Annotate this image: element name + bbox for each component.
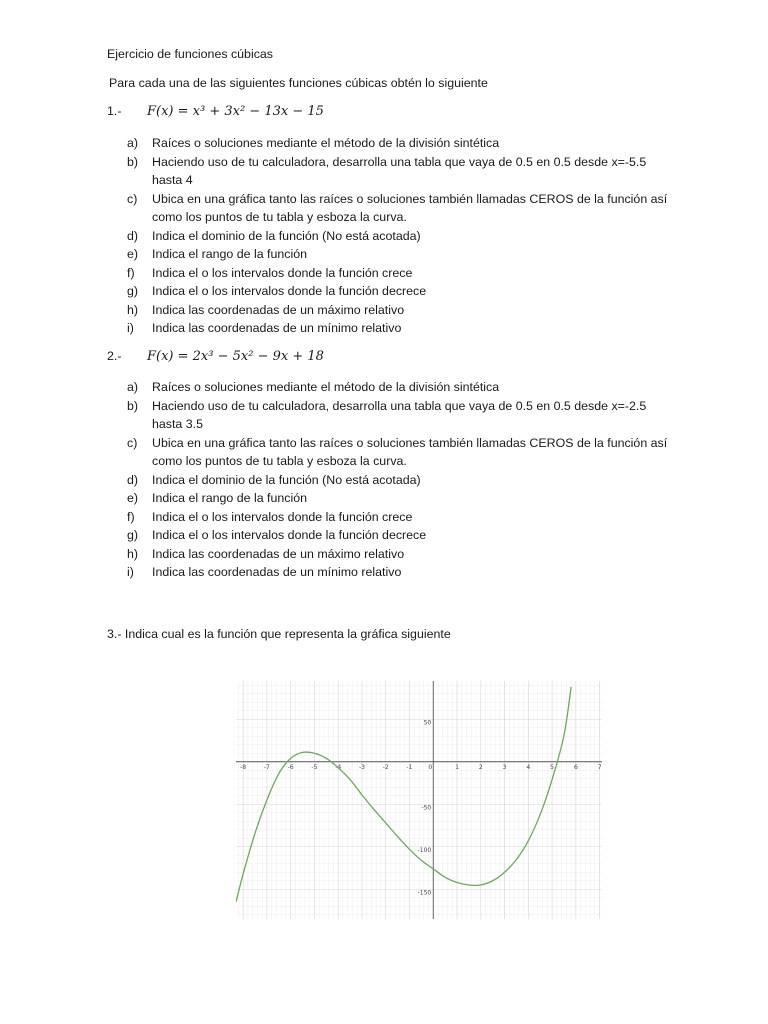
item-label: g)	[127, 284, 139, 298]
problem-2-items	[127, 378, 672, 582]
x-tick-label: -1	[406, 763, 413, 771]
item-label: i)	[127, 321, 134, 335]
item-label: d)	[127, 228, 139, 243]
x-tick-label: 3	[502, 763, 507, 771]
intro-text: Para cada una de las siguientes funciones cúbicas obtén lo siguiente	[109, 76, 488, 90]
list-item	[127, 153, 672, 190]
item-text: Indica las coordenadas de un máximo relativo	[152, 546, 405, 561]
item-text: Raíces o soluciones mediante el método de la división sintética	[152, 380, 500, 394]
list-item	[127, 397, 672, 434]
item-text: Indica el dominio de la función (No está acotada)	[152, 472, 421, 487]
y-tick-label: 50	[423, 719, 432, 727]
item-text: Indica el o los intervalos donde la función crece	[152, 509, 413, 524]
item-label: b)	[127, 154, 139, 169]
x-tick-label: -6	[287, 763, 294, 771]
x-tick-label: 5	[550, 763, 555, 771]
problem-1-formula: F(x) = x³ + 3x² − 13x − 15	[147, 104, 324, 119]
item-text: Raíces o soluciones mediante el método de la división sintética	[152, 136, 500, 150]
item-label: e)	[127, 247, 139, 261]
list-item	[127, 508, 672, 527]
item-label: f)	[127, 265, 135, 280]
list-item	[127, 434, 672, 471]
list-item	[127, 264, 672, 283]
item-label: c)	[127, 435, 138, 450]
item-text: Ubica en una gráfica tanto las raíces o soluciones también llamadas CEROS de la función así como los puntos de tu tabla y esboza la curva.	[152, 435, 668, 468]
x-tick-label: 6	[573, 763, 578, 771]
list-item	[127, 301, 672, 320]
list-item	[127, 526, 672, 545]
item-label: h)	[127, 546, 139, 561]
list-item	[127, 489, 672, 508]
x-tick-label: -2	[382, 763, 389, 771]
x-tick-label: 1	[455, 763, 459, 771]
list-item	[127, 190, 672, 227]
item-text: Indica el o los intervalos donde la función crece	[152, 265, 413, 280]
x-tick-label: 0	[428, 763, 433, 771]
x-tick-label: -7	[263, 763, 270, 771]
item-label: a)	[127, 136, 139, 150]
item-text: Haciendo uso de tu calculadora, desarrolla una tabla que vaya de 0.5 en 0.5 desde x=-2.5 hasta 3.5	[152, 398, 647, 431]
problem-2-heading	[107, 349, 324, 364]
item-text: Haciendo uso de tu calculadora, desarrolla una tabla que vaya de 0.5 en 0.5 desde x=-5.5 hasta 4	[152, 154, 647, 187]
item-text: Indica las coordenadas de un mínimo relativo	[152, 321, 402, 335]
item-label: d)	[127, 472, 139, 487]
x-tick-label: 4	[526, 763, 531, 771]
question-3-text: 3.- Indica cual es la función que representa la gráfica siguiente	[107, 627, 451, 641]
list-item	[127, 545, 672, 564]
item-text: Indica el o los intervalos donde la función decrece	[152, 284, 427, 298]
item-text: Indica el dominio de la función (No está acotada)	[152, 228, 421, 243]
x-tick-label: 7	[597, 763, 602, 771]
y-tick-label: -50	[421, 804, 432, 812]
x-tick-label: -3	[358, 763, 365, 771]
graph-svg	[236, 681, 602, 919]
y-tick-label: -150	[417, 889, 432, 897]
cubic-function-graph	[236, 681, 602, 919]
item-text: Indica el rango de la función	[152, 491, 307, 505]
x-tick-label: -8	[240, 763, 247, 771]
list-item	[127, 319, 672, 338]
x-tick-label: -5	[311, 763, 318, 771]
x-tick-label: 2	[478, 763, 483, 771]
list-item	[127, 378, 672, 397]
item-text: Indica las coordenadas de un máximo relativo	[152, 302, 405, 317]
problem-2-formula: F(x) = 2x³ − 5x² − 9x + 18	[147, 349, 324, 364]
item-text: Indica las coordenadas de un mínimo relativo	[152, 565, 402, 579]
list-item	[127, 245, 672, 264]
problem-1-number: 1.-	[107, 104, 122, 118]
problem-2-number: 2.-	[107, 349, 122, 363]
item-label: b)	[127, 398, 139, 413]
item-label: c)	[127, 191, 138, 206]
list-item	[127, 471, 672, 490]
item-label: f)	[127, 509, 135, 524]
list-item	[127, 134, 672, 153]
problem-1-items	[127, 134, 672, 338]
x-tick-label: -4	[335, 763, 342, 771]
item-text: Ubica en una gráfica tanto las raíces o soluciones también llamadas CEROS de la función así como los puntos de tu tabla y esboza la curva.	[152, 191, 668, 224]
problem-1-heading	[107, 104, 324, 119]
item-label: e)	[127, 491, 139, 505]
y-tick-label: -100	[417, 846, 432, 854]
item-text: Indica el rango de la función	[152, 247, 307, 261]
item-text: Indica el o los intervalos donde la función decrece	[152, 528, 427, 542]
list-item	[127, 282, 672, 301]
item-label: i)	[127, 565, 134, 579]
document-title: Ejercicio de funciones cúbicas	[107, 47, 273, 61]
item-label: g)	[127, 528, 139, 542]
list-item	[127, 227, 672, 246]
list-item	[127, 563, 672, 582]
item-label: a)	[127, 380, 139, 394]
item-label: h)	[127, 302, 139, 317]
